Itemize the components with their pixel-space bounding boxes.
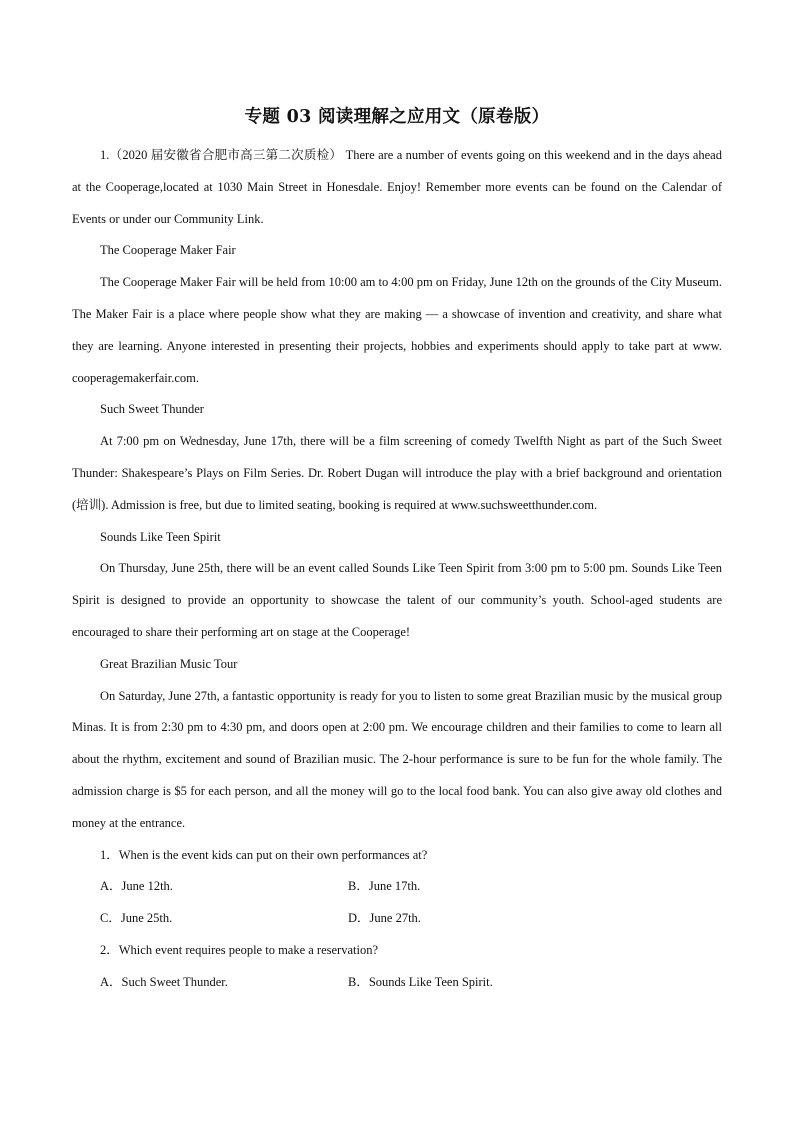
passage (72, 140, 722, 999)
section-text-such-sweet-thunder: At 7:00 pm on Wednesday, June 17th, there will be a film screening of comedy Twelfth Night as part of the Such Sweet Thunder: Shakespeare’s Plays on Film Series. Dr. Robert Dugan will introduce the play with a brief background and orientation (培训). Admission is free, but due to limited seating, booking is required at www.suchsweetthunder.com. (72, 434, 722, 512)
option-a: A．June 12th. (100, 879, 173, 894)
page-title: 专题 03 阅读理解之应用文（原卷版） (244, 107, 550, 127)
question-2-options-row-1 (72, 967, 722, 999)
question-2-stem: 2．Which event requires people to make a reservation? (100, 942, 379, 957)
option-b: B．Sounds Like Teen Spirit. (348, 974, 493, 989)
option-a: A．Such Sweet Thunder. (100, 974, 228, 989)
section-heading-brazilian-music: Great Brazilian Music Tour (100, 656, 238, 671)
option-d: D．June 27th. (348, 911, 421, 926)
section-text-brazilian-music: On Saturday, June 27th, a fantastic opportunity is ready for you to listen to some great Brazilian music by the musical group Minas. It is from 2:30 pm to 4:30 pm, and doors open at 2:00 pm. We encourage children and their families to come to learn all about the rhythm, excitement and sound of Brazilian music. The 2-hour performance is sure to be fun for the whole family. The admission charge is $5 for each person, and all the money will go to the local food bank. You can also give away old clothes and money at the entrance. (72, 688, 722, 830)
section-text-maker-fair: The Cooperage Maker Fair will be held from 10:00 am to 4:00 pm on Friday, June 12th on the grounds of the City Museum. The Maker Fair is a place where people show what they are making — a showcase of invention and creativity, and share what they are learning. Anyone interested in presenting their projects, hobbies and experiments should apply to take part at www. cooperagemakerfair.com. (72, 275, 722, 385)
question-number: 1. (100, 148, 110, 162)
intro-text: There are a number of events going on this weekend and in the days ahead at the Cooperage,located at 1030 Main Street in Honesdale. Enjoy! Remember more events can be found on the Calendar of Events or under our Community Link. (72, 148, 722, 226)
question-1-options-row-1 (72, 871, 722, 903)
section-heading-such-sweet-thunder: Such Sweet Thunder (100, 402, 204, 417)
section-heading-teen-spirit: Sounds Like Teen Spirit (100, 529, 221, 544)
intro-paragraph (72, 140, 722, 235)
section-heading-maker-fair: The Cooperage Maker Fair (100, 243, 236, 258)
source-note: （2020 届安徽省合肥市高三第二次质检） (109, 148, 343, 162)
option-b: B．June 17th. (348, 879, 421, 894)
section-text-teen-spirit: On Thursday, June 25th, there will be an event called Sounds Like Teen Spirit from 3:00 pm to 5:00 pm. Sounds Like Teen Spirit is designed to provide an opportunity to showcase the talent of our community’s youth. School-aged students are encouraged to share their performing art on stage at the Cooperage! (72, 561, 722, 639)
question-1-options-row-2 (72, 903, 722, 935)
option-c: C．June 25th. (100, 911, 173, 926)
question-1-stem: 1．When is the event kids can put on their own performances at? (100, 847, 428, 862)
